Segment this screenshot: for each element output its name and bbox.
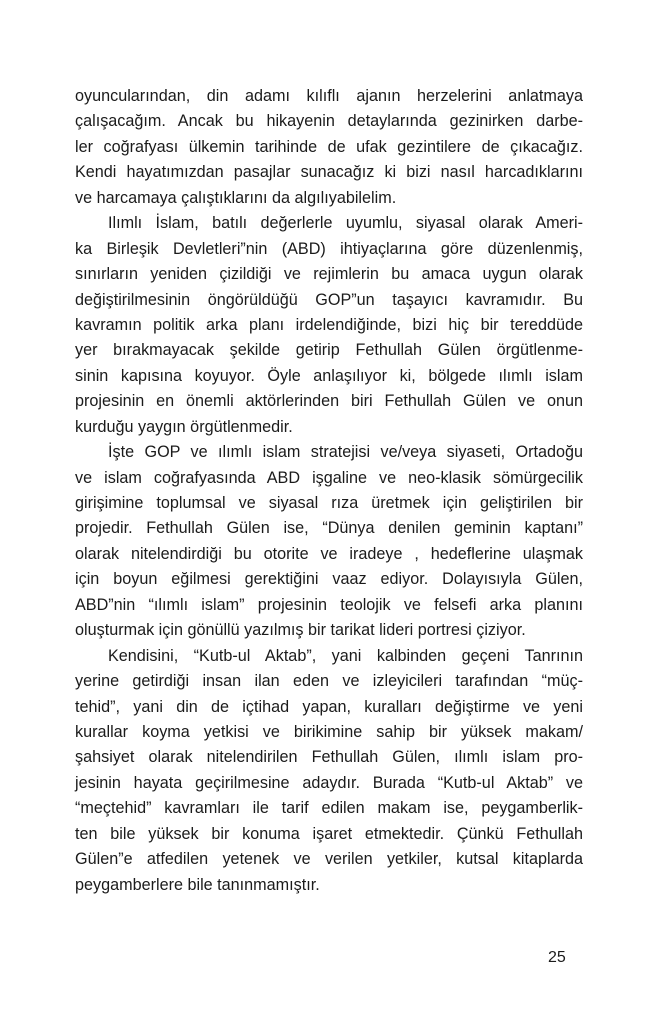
text-line: projesinin en önemli aktörlerinden biri Fethullah Gülen ve onun: [75, 392, 583, 411]
text-line: yer bırakmayacak şekilde getirip Fethullah Gülen örgütlenme-: [75, 341, 583, 360]
text-line: oluşturmak için gönüllü yazılmış bir tarikat lideri portresi çiziyor.: [75, 621, 526, 640]
text-line: projedir. Fethullah Gülen ise, “Dünya denilen geminin kaptanı”: [75, 519, 583, 538]
text-line: çalışacağım. Ancak bu hikayenin detaylarında gezinirken darbe-: [75, 112, 583, 131]
text-line: İşte GOP ve ılımlı islam stratejisi ve/veya siyaseti, Ortadoğu: [108, 443, 583, 462]
text-line: değiştirilmesinin öngörüldüğü GOP”un taşayıcı kavramıdır. Bu: [75, 290, 583, 309]
page-number: 25: [548, 949, 566, 966]
text-line: ve harcamaya çalıştıklarını da algılıyabilelim.: [75, 188, 397, 207]
text-line: Kendisini, “Kutb-ul Aktab”, yani kalbinden geçeni Tanrının: [108, 646, 583, 665]
body-text: [75, 84, 583, 898]
text-line: ler coğrafyası ülkemin tarihinde de ufak gezintilere de çıkacağız.: [75, 137, 583, 156]
text-line: oyuncularından, din adamı kılıflı ajanın herzelerini anlatmaya: [75, 87, 583, 105]
text-line: için boyun eğilmesi gerektiğini vaaz ediyor. Dolayısıyla Gülen,: [75, 570, 583, 589]
text-line: tehid”, yani din de içtihad yapan, kuralları değiştirme ve yeni: [75, 697, 583, 716]
text-line: yerine getirdiği insan ilan eden ve izleyicileri tarafından “müç-: [75, 672, 583, 691]
text-line: kavramın politik arka planı irdelendiğinde, bizi hiç bir tereddüde: [75, 315, 583, 334]
text-line: Kendi hayatımızdan pasajlar sunacağız ki bizi nasıl harcadıklarını: [75, 163, 583, 182]
text-line: sinin kapısına koyuyor. Öyle anlaşılıyor ki, bölgede ılımlı islam: [75, 366, 583, 385]
text-line: ten bile yüksek bir konuma işaret etmektedir. Çünkü Fethullah: [75, 824, 583, 843]
text-line: sınırların yeniden çizildiği ve rejimlerin bu amaca uygun olarak: [75, 265, 583, 284]
text-line: jesinin hayata geçirilmesine adaydır. Burada “Kutb-ul Aktab” ve: [75, 773, 583, 792]
text-line: olarak nitelendirdiği bu otorite ve iradeye , hedeflerine ulaşmak: [75, 544, 583, 563]
text-line: kurallar koyma yetkisi ve birikimine sahip bir yüksek makam/: [75, 722, 583, 741]
text-line: girişimine toplumsal ve siyasal rıza üretmek için geliştirilen bir: [75, 494, 583, 512]
text-line: ka Birleşik Devletleri”nin (ABD) ihtiyaçlarına göre düzenlenmiş,: [75, 239, 583, 258]
text-line: kurduğu yaygın örgütlenmedir.: [75, 417, 293, 436]
text-line: Gülen”e atfedilen yetenek ve verilen yetkiler, kutsal kitaplarda: [75, 850, 583, 869]
text-line: “meçtehid” kavramları ile tarif edilen makam ise, peygamberlik-: [75, 799, 583, 818]
text-line: peygamberlere bile tanınmamıştır.: [75, 875, 320, 894]
text-line: şahsiyet olarak nitelendirilen Fethullah Gülen, ılımlı islam pro-: [75, 748, 583, 767]
text-line: ABD”nin “ılımlı islam” projesinin teolojik ve felsefi arka planını: [75, 595, 583, 614]
text-line: ve islam coğrafyasında ABD işgaline ve neo-klasik sömürgecilik: [75, 468, 583, 487]
text-line: Ilımlı İslam, batılı değerlerle uyumlu, siyasal olarak Ameri-: [108, 214, 583, 233]
